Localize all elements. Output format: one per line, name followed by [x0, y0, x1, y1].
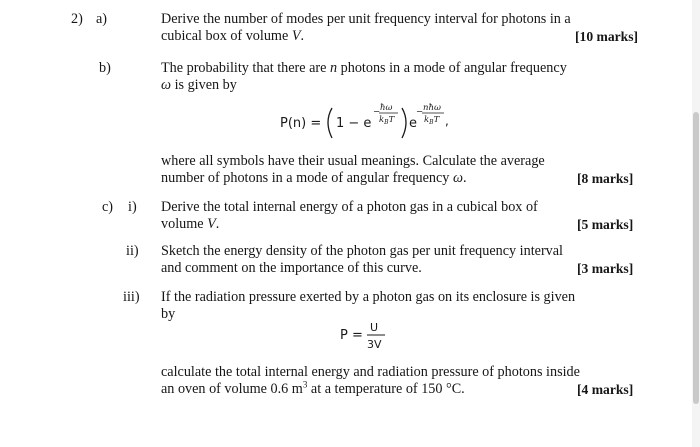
exponent2-denominator: $k_BT$ [424, 115, 440, 126]
part-b-label: b) [99, 60, 111, 76]
part-a-line1: Derive the number of modes per unit frequency interval for photons in a [161, 11, 571, 27]
pressure-numerator: U [370, 321, 379, 334]
exponent1-numerator: ħω [380, 103, 393, 113]
part-b-line2: ω is given by [161, 77, 237, 93]
equation-lhs: P(n) = [280, 116, 322, 131]
part-c-ii-line1: Sketch the energy density of the photon gas per unit frequency interval [161, 243, 563, 259]
pressure-equation [340, 315, 400, 357]
left-paren [328, 108, 332, 138]
question-number: 2) [71, 11, 83, 27]
equation-comma: , [445, 114, 449, 128]
part-c-iii-line1: If the radiation pressure exerted by a photon gas on its enclosure is given [161, 289, 576, 305]
equation-term1: 1 − e [336, 116, 372, 131]
right-paren [402, 108, 406, 138]
exponent2-minus: − [416, 107, 424, 117]
exponent1-minus: − [373, 107, 381, 117]
part-c-i-label: i) [128, 199, 137, 215]
part-c-iii-after2: an oven of volume 0.6 $m^3$ at a temperature of 150 °C. [161, 379, 465, 397]
part-c-iii-after1: calculate the total internal energy and radiation pressure of photons inside [161, 364, 580, 380]
part-c-label: c) [102, 199, 114, 215]
equation-e2: e [409, 116, 417, 131]
pressure-denominator: 3V [367, 338, 382, 351]
part-c-i-line1: Derive the total internal energy of a photon gas in a cubical box of [161, 199, 538, 215]
part-c-i-marks: [5 marks] [577, 217, 634, 232]
part-c-ii-line2: and comment on the importance of this curve. [161, 260, 422, 276]
part-c-i-line2: volume V. [161, 216, 220, 232]
part-a-label: a) [96, 11, 108, 27]
scrollbar-thumb[interactable] [693, 112, 699, 404]
probability-equation [280, 100, 460, 144]
part-b-after2: number of photons in a mode of angular frequency ω. [161, 170, 467, 186]
part-c-ii-marks: [3 marks] [577, 261, 634, 276]
part-c-iii-line2: by [161, 306, 176, 322]
part-c-ii-label: ii) [126, 243, 139, 259]
part-c-iii-marks: [4 marks] [577, 382, 634, 397]
part-a-marks: [10 marks] [575, 29, 639, 44]
part-b-marks: [8 marks] [577, 171, 634, 186]
part-a-line2: cubical box of volume V. [161, 28, 305, 44]
exponent2-numerator: nħω [423, 103, 441, 113]
part-b-after1: where all symbols have their usual meanings. Calculate the average [161, 153, 545, 169]
pressure-lhs: P = [340, 328, 363, 343]
exponent1-denominator: $k_BT$ [379, 115, 395, 126]
part-c-iii-label: iii) [123, 289, 140, 305]
vertical-scrollbar[interactable] [692, 0, 700, 447]
part-b-line1: The probability that there are n photons in a mode of angular frequency [161, 60, 567, 76]
